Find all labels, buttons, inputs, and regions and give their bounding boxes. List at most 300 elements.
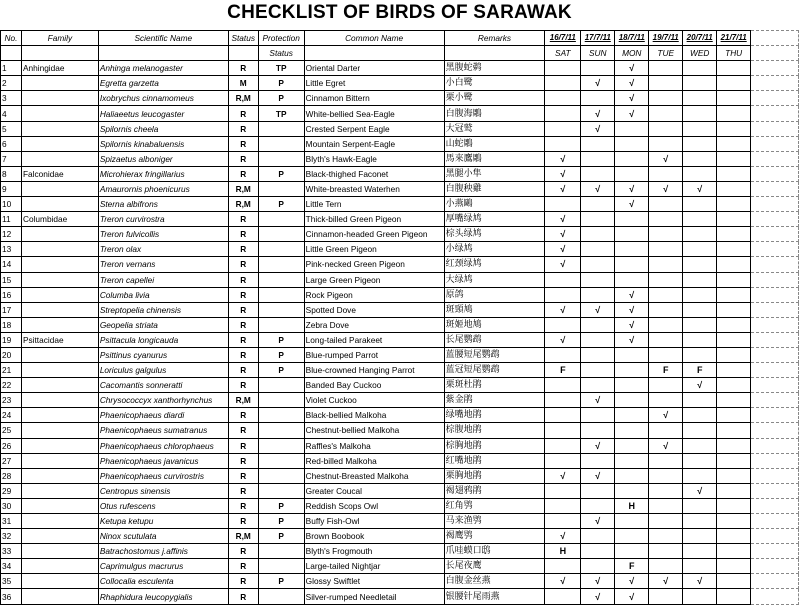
- row-scientific-name: Loriculus galgulus: [98, 363, 228, 378]
- row-family: [21, 514, 98, 529]
- row-family: [21, 197, 98, 212]
- sighting-mark: [649, 393, 683, 408]
- sighting-mark: F: [683, 363, 717, 378]
- row-scientific-name: Haliaeetus leucogaster: [98, 106, 228, 121]
- row-protection: [258, 438, 304, 453]
- row-scientific-name: Otus rufescens: [98, 498, 228, 513]
- sighting-mark: [649, 76, 683, 91]
- sighting-mark: [545, 106, 581, 121]
- row-remarks: 马来渔鸮: [444, 514, 545, 529]
- table-row: [1, 151, 799, 166]
- row-protection: P: [258, 363, 304, 378]
- row-protection: [258, 227, 304, 242]
- sighting-mark: [683, 468, 717, 483]
- blank-cell: [751, 529, 799, 544]
- sighting-mark: [545, 498, 581, 513]
- sighting-mark: √: [683, 378, 717, 393]
- sighting-mark: [545, 559, 581, 574]
- row-common-name: Rock Pigeon: [304, 287, 444, 302]
- sighting-mark: [683, 408, 717, 423]
- header-scientific: Scientific Name: [98, 31, 228, 46]
- row-no: 30: [1, 498, 22, 513]
- table-row: [1, 242, 799, 257]
- sighting-mark: √: [545, 181, 581, 196]
- sighting-mark: [545, 483, 581, 498]
- blank-cell: [751, 393, 799, 408]
- sighting-mark: [717, 589, 751, 604]
- header-date-6: 21/7/11: [717, 31, 751, 46]
- sighting-mark: [545, 393, 581, 408]
- page-title: CHECKLIST OF BIRDS OF SARAWAK: [227, 2, 572, 23]
- header-protection-2: Status: [258, 46, 304, 61]
- sighting-mark: [717, 347, 751, 362]
- row-scientific-name: Treron fulvicollis: [98, 227, 228, 242]
- row-protection: [258, 151, 304, 166]
- row-no: 6: [1, 136, 22, 151]
- sighting-mark: [545, 197, 581, 212]
- row-no: 34: [1, 559, 22, 574]
- header-date-2: 17/7/11: [581, 31, 615, 46]
- sighting-mark: [581, 498, 615, 513]
- row-family: Anhingidae: [21, 61, 98, 76]
- row-status: R,M: [228, 197, 258, 212]
- blank-cell: [751, 363, 799, 378]
- sighting-mark: [615, 438, 649, 453]
- blank-cell: [751, 151, 799, 166]
- sighting-mark: √: [581, 302, 615, 317]
- sighting-mark: [717, 423, 751, 438]
- blank-cell: [751, 31, 799, 46]
- row-common-name: Brown Boobook: [304, 529, 444, 544]
- sighting-mark: F: [649, 363, 683, 378]
- sighting-mark: [683, 76, 717, 91]
- row-common-name: Oriental Darter: [304, 61, 444, 76]
- sighting-mark: [717, 393, 751, 408]
- sighting-mark: [649, 347, 683, 362]
- sighting-mark: √: [545, 242, 581, 257]
- header-family: Family: [21, 31, 98, 46]
- sighting-mark: [649, 468, 683, 483]
- sighting-mark: [615, 166, 649, 181]
- sighting-mark: [545, 408, 581, 423]
- table-row: [1, 91, 799, 106]
- blank-cell: [751, 423, 799, 438]
- row-scientific-name: Spilornis cheela: [98, 121, 228, 136]
- sighting-mark: [649, 106, 683, 121]
- header-status: Status: [228, 31, 258, 46]
- blank-cell: [751, 76, 799, 91]
- row-protection: [258, 393, 304, 408]
- sighting-mark: [649, 227, 683, 242]
- sighting-mark: [717, 529, 751, 544]
- table-row: [1, 287, 799, 302]
- row-common-name: Large Green Pigeon: [304, 272, 444, 287]
- sighting-mark: [683, 332, 717, 347]
- header-day-6: THU: [717, 46, 751, 61]
- row-scientific-name: Treron olax: [98, 242, 228, 257]
- table-row: [1, 347, 799, 362]
- sighting-mark: [545, 453, 581, 468]
- row-no: 1: [1, 61, 22, 76]
- sighting-mark: [683, 106, 717, 121]
- table-row: [1, 393, 799, 408]
- blank-cell: [751, 257, 799, 272]
- sighting-mark: [717, 227, 751, 242]
- row-common-name: Pink-necked Green Pigeon: [304, 257, 444, 272]
- sighting-mark: [545, 378, 581, 393]
- row-remarks: 馬來鷹鵰: [444, 151, 545, 166]
- sighting-mark: [683, 544, 717, 559]
- sighting-mark: [683, 91, 717, 106]
- sighting-mark: [717, 91, 751, 106]
- table-row: [1, 529, 799, 544]
- sighting-mark: √: [683, 483, 717, 498]
- row-remarks: 蓝冠短尾鹦鹉: [444, 363, 545, 378]
- row-status: R,M: [228, 181, 258, 196]
- sighting-mark: √: [615, 589, 649, 604]
- sighting-mark: √: [615, 574, 649, 589]
- sighting-mark: √: [581, 468, 615, 483]
- header-day-1: SAT: [545, 46, 581, 61]
- row-status: R: [228, 378, 258, 393]
- blank-cell: [751, 574, 799, 589]
- row-family: Psittacidae: [21, 332, 98, 347]
- row-family: [21, 227, 98, 242]
- sighting-mark: [649, 302, 683, 317]
- row-scientific-name: Geopelia striata: [98, 317, 228, 332]
- blank-cell: [751, 483, 799, 498]
- sighting-mark: [717, 242, 751, 257]
- sighting-mark: √: [615, 91, 649, 106]
- sighting-mark: [581, 317, 615, 332]
- sighting-mark: [683, 347, 717, 362]
- row-scientific-name: Streptopelia chinensis: [98, 302, 228, 317]
- sighting-mark: [683, 166, 717, 181]
- row-status: R: [228, 287, 258, 302]
- row-no: 22: [1, 378, 22, 393]
- sighting-mark: H: [615, 498, 649, 513]
- row-protection: TP: [258, 106, 304, 121]
- row-protection: P: [258, 498, 304, 513]
- table-row: [1, 453, 799, 468]
- row-protection: [258, 287, 304, 302]
- sighting-mark: [717, 121, 751, 136]
- row-protection: TP: [258, 61, 304, 76]
- blank-cell: [751, 498, 799, 513]
- row-no: 15: [1, 272, 22, 287]
- row-remarks: 山蛇鵰: [444, 136, 545, 151]
- row-status: R: [228, 332, 258, 347]
- row-remarks: 白腹海鵰: [444, 106, 545, 121]
- table-row: [1, 559, 799, 574]
- table-row: [1, 498, 799, 513]
- row-family: [21, 589, 98, 604]
- row-status: R: [228, 227, 258, 242]
- sighting-mark: [649, 272, 683, 287]
- sighting-mark: √: [581, 181, 615, 196]
- row-protection: P: [258, 514, 304, 529]
- row-remarks: 原鸽: [444, 287, 545, 302]
- row-remarks: 栗小鹭: [444, 91, 545, 106]
- sighting-mark: [683, 438, 717, 453]
- row-scientific-name: Egretta garzetta: [98, 76, 228, 91]
- sighting-mark: [649, 121, 683, 136]
- sighting-mark: √: [649, 408, 683, 423]
- sighting-mark: [717, 378, 751, 393]
- sighting-mark: [545, 121, 581, 136]
- sighting-mark: [581, 212, 615, 227]
- row-common-name: White-bellied Sea-Eagle: [304, 106, 444, 121]
- row-protection: P: [258, 197, 304, 212]
- row-scientific-name: Psittacula longicauda: [98, 332, 228, 347]
- row-status: R,M: [228, 529, 258, 544]
- row-scientific-name: Caprimulgus macrurus: [98, 559, 228, 574]
- sighting-mark: [683, 136, 717, 151]
- row-remarks: 红嘴地鹃: [444, 453, 545, 468]
- sighting-mark: [649, 498, 683, 513]
- blank-cell: [751, 212, 799, 227]
- row-status: R: [228, 347, 258, 362]
- row-status: R: [228, 363, 258, 378]
- row-scientific-name: Ketupa ketupu: [98, 514, 228, 529]
- sighting-mark: √: [581, 121, 615, 136]
- sighting-mark: [545, 136, 581, 151]
- sighting-mark: √: [649, 438, 683, 453]
- row-protection: P: [258, 332, 304, 347]
- row-remarks: 褐翅鸦鹃: [444, 483, 545, 498]
- blank-cell: [751, 559, 799, 574]
- row-protection: P: [258, 76, 304, 91]
- row-scientific-name: Cacomantis sonneratti: [98, 378, 228, 393]
- checklist-table: [0, 30, 799, 605]
- sighting-mark: [649, 287, 683, 302]
- row-family: [21, 559, 98, 574]
- row-family: [21, 378, 98, 393]
- sighting-mark: √: [545, 468, 581, 483]
- row-no: 2: [1, 76, 22, 91]
- sighting-mark: [683, 559, 717, 574]
- row-status: R: [228, 151, 258, 166]
- row-common-name: Black-thighed Faconet: [304, 166, 444, 181]
- row-remarks: 绿嘴地鹃: [444, 408, 545, 423]
- row-common-name: Blue-rumped Parrot: [304, 347, 444, 362]
- row-remarks: 小燕鷗: [444, 197, 545, 212]
- row-no: 29: [1, 483, 22, 498]
- row-no: 8: [1, 166, 22, 181]
- sighting-mark: [683, 197, 717, 212]
- sighting-mark: [615, 272, 649, 287]
- sighting-mark: [581, 287, 615, 302]
- sighting-mark: [649, 423, 683, 438]
- row-no: 3: [1, 91, 22, 106]
- row-status: R: [228, 257, 258, 272]
- sighting-mark: [581, 166, 615, 181]
- row-no: 21: [1, 363, 22, 378]
- blank-cell: [751, 272, 799, 287]
- table-row: [1, 438, 799, 453]
- row-no: 24: [1, 408, 22, 423]
- sighting-mark: [615, 136, 649, 151]
- header-row: [1, 31, 799, 46]
- sighting-mark: [615, 347, 649, 362]
- sighting-mark: [717, 212, 751, 227]
- sighting-mark: √: [649, 151, 683, 166]
- header-day-5: WED: [683, 46, 717, 61]
- row-family: [21, 574, 98, 589]
- row-common-name: Blyth's Frogmouth: [304, 544, 444, 559]
- row-status: R: [228, 272, 258, 287]
- row-remarks: 褐鹰鸮: [444, 529, 545, 544]
- row-family: [21, 91, 98, 106]
- sighting-mark: [615, 468, 649, 483]
- sighting-mark: [615, 257, 649, 272]
- blank-cell: [751, 106, 799, 121]
- sighting-mark: √: [581, 589, 615, 604]
- row-protection: [258, 317, 304, 332]
- sighting-mark: [683, 287, 717, 302]
- sighting-mark: [683, 227, 717, 242]
- sighting-mark: [545, 514, 581, 529]
- sighting-mark: [581, 197, 615, 212]
- sighting-mark: √: [545, 529, 581, 544]
- header-common: Common Name: [304, 31, 444, 46]
- row-status: R: [228, 514, 258, 529]
- table-row: [1, 61, 799, 76]
- blank-cell: [751, 589, 799, 604]
- row-remarks: 长尾鹦鹉: [444, 332, 545, 347]
- sighting-mark: [717, 106, 751, 121]
- row-common-name: Raffles's Malkoha: [304, 438, 444, 453]
- sighting-mark: [649, 91, 683, 106]
- sighting-mark: [649, 197, 683, 212]
- row-common-name: Buffy Fish-Owl: [304, 514, 444, 529]
- sighting-mark: [581, 257, 615, 272]
- row-remarks: 小绿鸠: [444, 242, 545, 257]
- row-protection: P: [258, 529, 304, 544]
- sighting-mark: √: [615, 61, 649, 76]
- sighting-mark: [683, 242, 717, 257]
- sighting-mark: [649, 136, 683, 151]
- sighting-mark: F: [545, 363, 581, 378]
- table-row: [1, 181, 799, 196]
- sighting-mark: [581, 544, 615, 559]
- row-scientific-name: Microhierax fringillarius: [98, 166, 228, 181]
- row-scientific-name: Spizaetus alboniger: [98, 151, 228, 166]
- row-remarks: 棕胸地鹃: [444, 438, 545, 453]
- row-status: R,M: [228, 393, 258, 408]
- sighting-mark: [649, 332, 683, 347]
- sighting-mark: √: [545, 257, 581, 272]
- row-family: [21, 529, 98, 544]
- row-common-name: White-breasted Waterhen: [304, 181, 444, 196]
- row-scientific-name: Sterna albifrons: [98, 197, 228, 212]
- sighting-mark: [683, 61, 717, 76]
- row-remarks: 银腰针尾雨燕: [444, 589, 545, 604]
- blank-cell: [751, 61, 799, 76]
- row-protection: [258, 272, 304, 287]
- sighting-mark: [717, 408, 751, 423]
- sighting-mark: [581, 529, 615, 544]
- row-common-name: Reddish Scops Owl: [304, 498, 444, 513]
- blank-cell: [751, 544, 799, 559]
- row-family: [21, 287, 98, 302]
- row-status: R: [228, 453, 258, 468]
- row-remarks: 栗斑杜鹃: [444, 378, 545, 393]
- sighting-mark: [717, 332, 751, 347]
- row-common-name: Banded Bay Cuckoo: [304, 378, 444, 393]
- row-common-name: Cinnamon-headed Green Pigeon: [304, 227, 444, 242]
- sighting-mark: [649, 514, 683, 529]
- table-row: [1, 121, 799, 136]
- row-remarks: 大绿鸠: [444, 272, 545, 287]
- header-date-5: 20/7/11: [683, 31, 717, 46]
- sighting-mark: [615, 529, 649, 544]
- row-no: 17: [1, 302, 22, 317]
- sighting-mark: [717, 574, 751, 589]
- row-no: 12: [1, 227, 22, 242]
- sighting-mark: √: [683, 181, 717, 196]
- row-no: 36: [1, 589, 22, 604]
- sighting-mark: √: [615, 302, 649, 317]
- row-no: 16: [1, 287, 22, 302]
- sighting-mark: [581, 483, 615, 498]
- sighting-mark: [683, 453, 717, 468]
- row-remarks: 红颈绿鸠: [444, 257, 545, 272]
- row-scientific-name: Batrachostomus j.affinis: [98, 544, 228, 559]
- row-status: R: [228, 302, 258, 317]
- sighting-mark: [615, 393, 649, 408]
- row-no: 32: [1, 529, 22, 544]
- row-family: [21, 363, 98, 378]
- row-protection: [258, 453, 304, 468]
- row-common-name: Cinnamon Bittern: [304, 91, 444, 106]
- sighting-mark: [717, 166, 751, 181]
- row-remarks: 长尾夜鹰: [444, 559, 545, 574]
- row-family: [21, 468, 98, 483]
- table-row: [1, 589, 799, 604]
- row-scientific-name: Centropus sinensis: [98, 483, 228, 498]
- sighting-mark: [545, 438, 581, 453]
- row-common-name: Long-tailed Parakeet: [304, 332, 444, 347]
- row-protection: [258, 257, 304, 272]
- sighting-mark: [615, 514, 649, 529]
- row-protection: [258, 121, 304, 136]
- row-protection: [258, 589, 304, 604]
- sighting-mark: [615, 423, 649, 438]
- row-status: R: [228, 317, 258, 332]
- header-day-2: SUN: [581, 46, 615, 61]
- table-row: [1, 317, 799, 332]
- row-status: R: [228, 61, 258, 76]
- sighting-mark: [683, 151, 717, 166]
- row-scientific-name: Collocalia esculenta: [98, 574, 228, 589]
- sighting-mark: [717, 272, 751, 287]
- row-family: [21, 106, 98, 121]
- row-status: R: [228, 136, 258, 151]
- sighting-mark: [615, 363, 649, 378]
- sighting-mark: [545, 287, 581, 302]
- sighting-mark: √: [615, 181, 649, 196]
- row-protection: P: [258, 347, 304, 362]
- row-family: Falconidae: [21, 166, 98, 181]
- sighting-mark: [717, 61, 751, 76]
- row-no: 13: [1, 242, 22, 257]
- row-status: R: [228, 559, 258, 574]
- blank-cell: [751, 332, 799, 347]
- table-row: [1, 197, 799, 212]
- row-common-name: Glossy Swiftlet: [304, 574, 444, 589]
- row-no: 25: [1, 423, 22, 438]
